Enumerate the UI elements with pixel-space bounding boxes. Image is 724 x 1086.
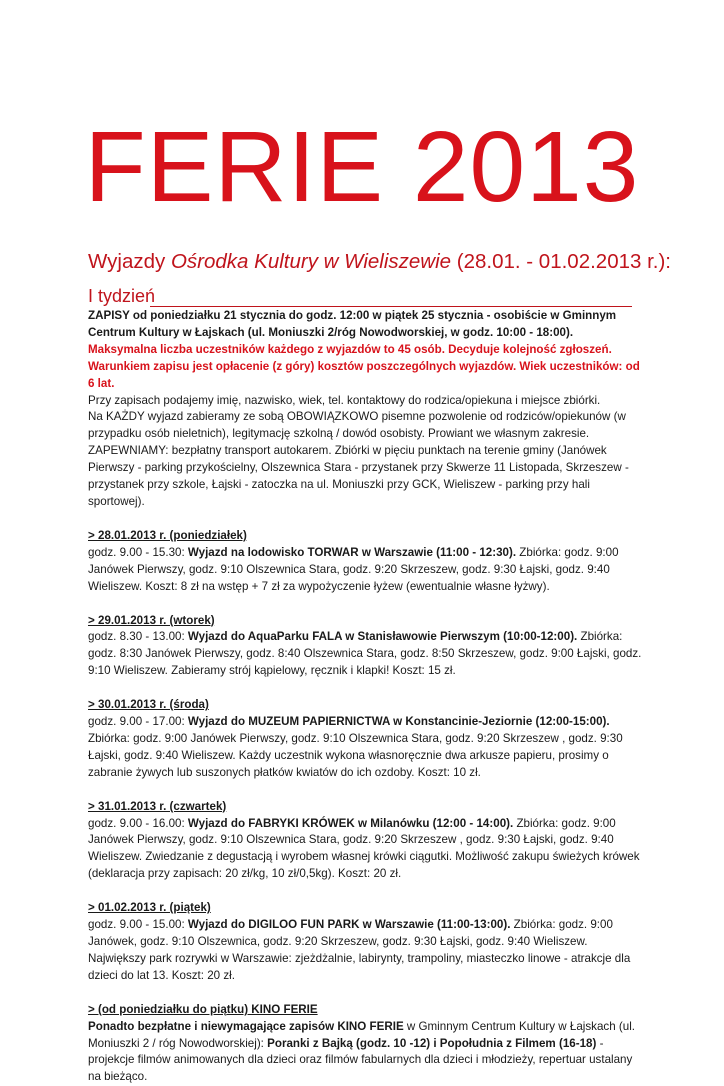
day-heading: > 30.01.2013 r. (środa) <box>88 698 209 712</box>
intro-max-participants: Maksymalna liczba uczestników każdego z wyjazdów to 45 osób. Decyduje kolejność zgłoszeń. <box>88 342 612 356</box>
kino-heading: > (od poniedziałku do piątku) KINO FERIE <box>88 1002 318 1016</box>
document-body <box>88 308 648 1086</box>
page-title: FERIE 2013 <box>84 111 640 223</box>
day-heading: > 29.01.2013 r. (wtorek) <box>88 613 215 627</box>
day-heading: > 28.01.2013 r. (poniedziałek) <box>88 528 247 542</box>
week-label: I tydzień <box>88 286 156 306</box>
day-description: godz. 9.00 - 15.00: Wyjazd do DIGILOO FUN PARK w Warszawie (11:00-13:00). Zbiórka: godz. 9:00 Janówek, godz. 9:10 Olszewnica, godz. 9:20 Skrzeszew, godz. 9:30 Łajski, godz. 9:40 Wieliszew. Największy park rozrywki w Warszawie: zjeżdżalnie, labirynty, trampoliny, miasteczko linowe - atrakcje dla dzieci do lat 13. Koszt: 20 zł. <box>88 918 631 982</box>
day-description: godz. 8.30 - 13.00: Wyjazd do AquaParku FALA w Stanisławowie Pierwszym (10:00-12:00). Zbiórka: godz. 8:30 Janówek Pierwszy, godz. 8:40 Olszewnica Stara, godz. 8:50 Skrzeszew, godz. 9:00 Łajski, godz. 9:10 Wieliszew. Zabieramy strój kąpielowy, ręcznik i klapki! Koszt: 15 zł. <box>88 630 642 678</box>
intro-transport: ZAPEWNIAMY: bezpłatny transport autokarem. Zbiórki w pięciu punktach na terenie gminy (Janówek Pierwszy - parking przykościelny, Olszewnica Stara - przystanek przy Skwerze 11 Listopada, Skrzeszew - przystanek przy szkole, Łajski - zatoczka na ul. Moniuszki przy GCK, Wieliszew - parking przy hali sportowej). <box>88 444 629 508</box>
day-description: godz. 9.00 - 17.00: Wyjazd do MUZEUM PAPIERNICTWA w Konstancinie-Jeziornie (12:00-15:00). Zbiórka: godz. 9:00 Janówek Pierwszy, godz. 9:10 Olszewnica Stara, godz. 9:20 Skrzeszew , godz. 9:30 Łajski, godz. 9:40 Wieliszew. Każdy uczestnik wykona własnoręcznie dwa arkusze papieru, prosimy o zabranie żywych lub suszonych płatków kwiatów do ich ozdoby. Koszt: 10 zł. <box>88 715 623 779</box>
subtitle-organizer: Ośrodka Kultury w Wieliszewie <box>170 250 452 273</box>
intro-details: Przy zapisach podajemy imię, nazwisko, wiek, tel. kontaktowy do rodzica/opiekuna i miejsce zbiórki. <box>88 393 601 407</box>
intro-condition: Warunkiem zapisu jest opłacenie (z góry) kosztów poszczególnych wyjazdów. Wiek uczestników: od 6 lat. <box>88 359 640 390</box>
intro-permission: Na KAŻDY wyjazd zabieramy ze sobą OBOWIĄZKOWO pisemne pozwolenie od rodziców/opiekunów (w przypadku osób nieletnich), legitymację szkolną / dowód osobisty. Prowiant we własnym zakresie. <box>88 410 626 441</box>
day-heading: > 01.02.2013 r. (piątek) <box>88 901 211 915</box>
subtitle-prefix: Wyjazdy <box>88 250 171 273</box>
subtitle <box>88 250 671 274</box>
subtitle-dates: (28.01. - 01.02.2013 r.): <box>451 250 672 273</box>
intro-enrollment: ZAPISY od poniedziałku 21 stycznia do godz. 12:00 w piątek 25 stycznia - osobiście w Gminnym Centrum Kultury w Łajskach (ul. Moniuszki 2/róg Nowodworskiej, w godz. 10:00 - 18:00). <box>88 309 617 339</box>
week-underline <box>150 306 632 307</box>
day-heading: > 31.01.2013 r. (czwartek) <box>88 799 227 813</box>
day-description: godz. 9.00 - 15.30: Wyjazd na lodowisko TORWAR w Warszawie (11:00 - 12:30). Zbiórka: godz. 9:00 Janówek Pierwszy, godz. 9:10 Olszewnica Stara, godz. 9:20 Skrzeszew, godz. 9:30 Łajski, godz. 9:40 Wieliszew. Koszt: 8 zł na wstęp + 7 zł za wypożyczenie łyżew (ewentualnie własne łyżwy). <box>88 545 619 593</box>
kino-description: Ponadto bezpłatne i niewymagające zapisów KINO FERIE w Gminnym Centrum Kultury w Łajskach (ul. Moniuszki 2 / róg Nowodworskiej): Poranki z Bajką (godz. 10 -12) i Popołudnia z Filmem (16-18) - projekcje filmów animowanych dla dzieci oraz filmów fabularnych dla dzieci i młodzieży, repertuar ustalany na bieżąco. <box>88 1019 635 1084</box>
day-description: godz. 9.00 - 16.00: Wyjazd do FABRYKI KRÓWEK w Milanówku (12:00 - 14:00). Zbiórka: godz. 9:00 Janówek Pierwszy, godz. 9:10 Olszewnica Stara, godz. 9:20 Skrzeszew , godz. 9:30 Łajski, godz. 9:40 Wieliszew. Zwiedzanie z degustacją i wyrobem własnej krówki ciągutki. Możliwość zakupu świeżych krówek (deklaracja przy zapisach: 20 zł/kg, 10 zł/0,5kg). Koszt: 20 zł. <box>88 816 640 881</box>
